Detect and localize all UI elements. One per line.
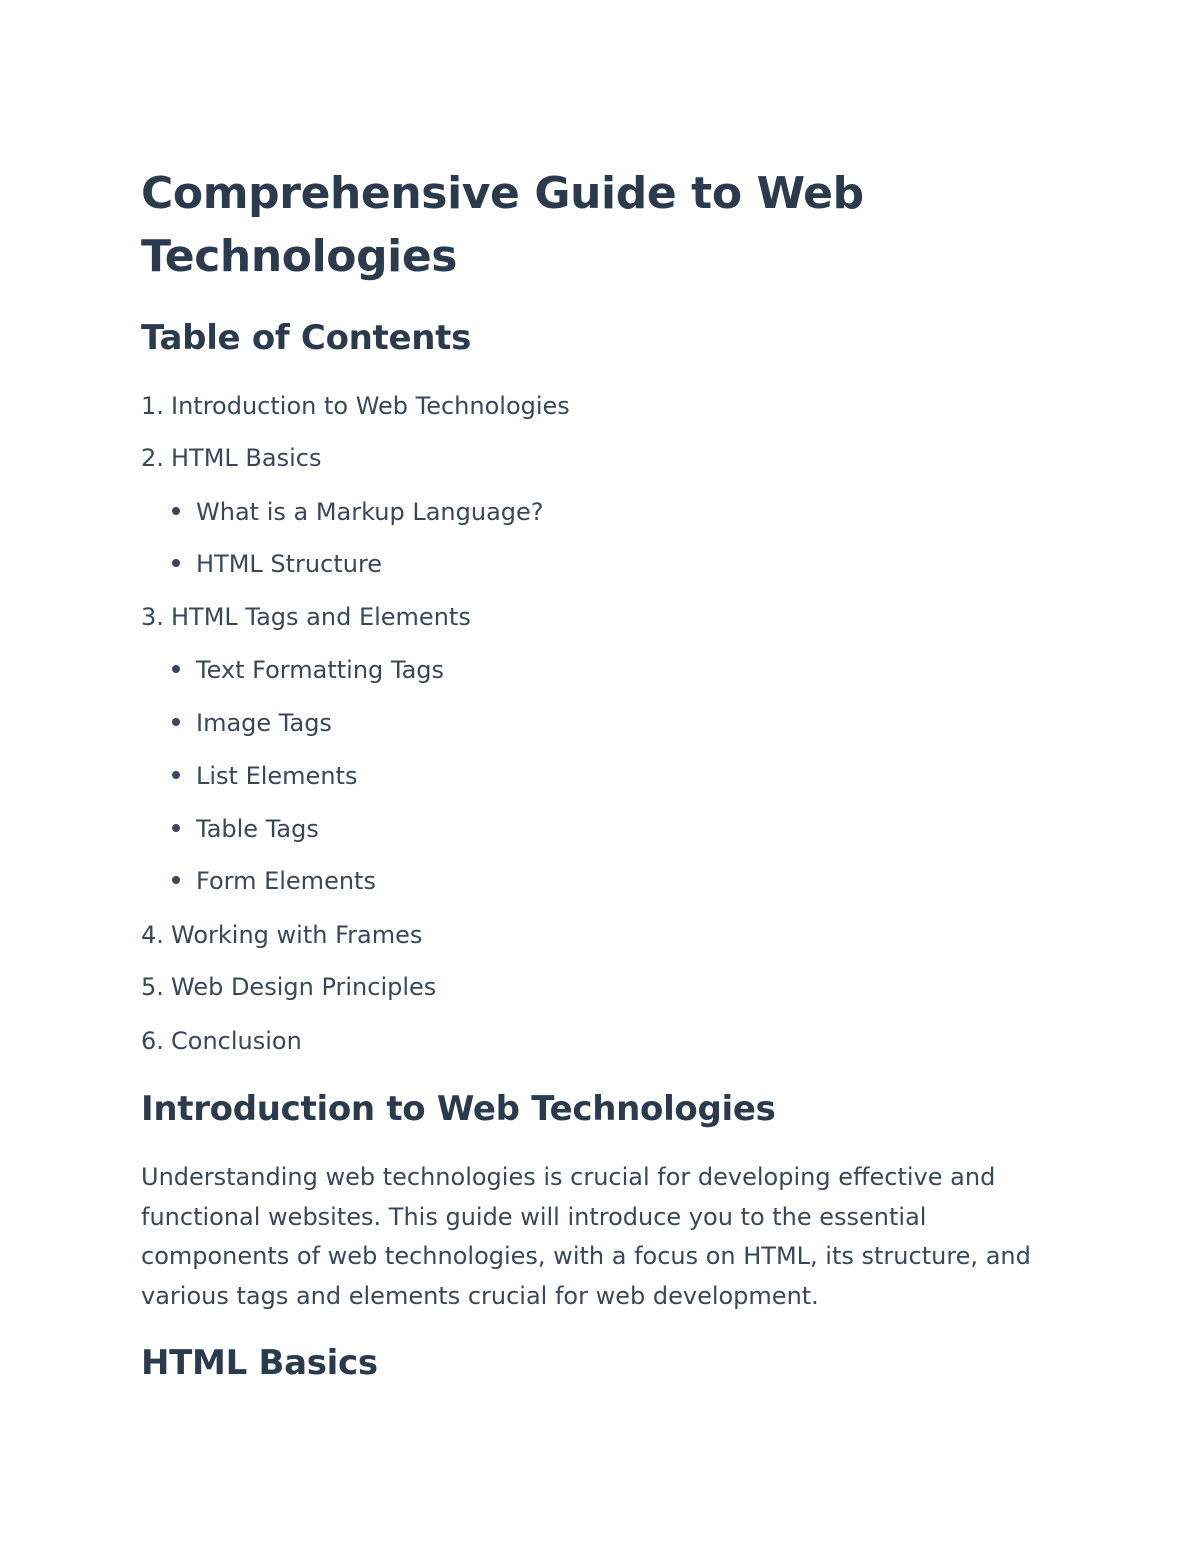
- toc-sub-label: List Elements: [196, 762, 358, 790]
- toc-number: 1.: [141, 392, 164, 420]
- toc-label: HTML Basics: [171, 444, 322, 472]
- toc-item: [141, 920, 422, 950]
- bullet-icon: [172, 507, 180, 515]
- toc-sub-label: What is a Markup Language?: [196, 498, 544, 526]
- intro-paragraph: Understanding web technologies is crucial for developing effective and functional websites. This guide will introduce you to the essential components of web technologies, with a focus on HTML, its structure, and various tags and elements crucial for web development.: [141, 1163, 1031, 1310]
- toc-number: 2.: [141, 444, 164, 472]
- toc-item: [141, 443, 321, 473]
- toc-label: Conclusion: [171, 1027, 302, 1055]
- toc-item: [141, 1026, 302, 1056]
- bullet-icon: [172, 665, 180, 673]
- toc-label: Introduction to Web Technologies: [171, 392, 570, 420]
- section-heading-html-basics: HTML Basics: [141, 1343, 378, 1383]
- toc-subitem: [171, 761, 357, 791]
- bullet-icon: [172, 824, 180, 832]
- toc-subitem: [171, 549, 382, 579]
- bullet-icon: [172, 771, 180, 779]
- toc-number: 3.: [141, 603, 164, 631]
- toc-item: [141, 602, 471, 632]
- toc-label: Web Design Principles: [171, 973, 437, 1001]
- toc-subitem: [171, 708, 332, 738]
- toc-label: Working with Frames: [171, 921, 423, 949]
- toc-subitem: [171, 866, 376, 896]
- toc-sub-label: Form Elements: [196, 867, 376, 895]
- toc-sub-label: Table Tags: [196, 815, 319, 843]
- toc-item: [141, 391, 570, 421]
- toc-sub-label: Text Formatting Tags: [196, 656, 445, 684]
- toc-item: [141, 972, 436, 1002]
- toc-subitem: [171, 655, 444, 685]
- toc-sub-label: HTML Structure: [196, 550, 383, 578]
- toc-subitem: [171, 814, 319, 844]
- toc-number: 4.: [141, 921, 164, 949]
- bullet-icon: [172, 876, 180, 884]
- toc-sub-label: Image Tags: [196, 709, 332, 737]
- section-heading-introduction: Introduction to Web Technologies: [141, 1089, 776, 1129]
- toc-heading: Table of Contents: [141, 318, 472, 358]
- bullet-icon: [172, 559, 180, 567]
- document-title: Comprehensive Guide to Web Technologies: [141, 168, 864, 282]
- bullet-icon: [172, 718, 180, 726]
- toc-subitem: [171, 497, 544, 527]
- toc-number: 6.: [141, 1027, 164, 1055]
- toc-label: HTML Tags and Elements: [171, 603, 471, 631]
- toc-number: 5.: [141, 973, 164, 1001]
